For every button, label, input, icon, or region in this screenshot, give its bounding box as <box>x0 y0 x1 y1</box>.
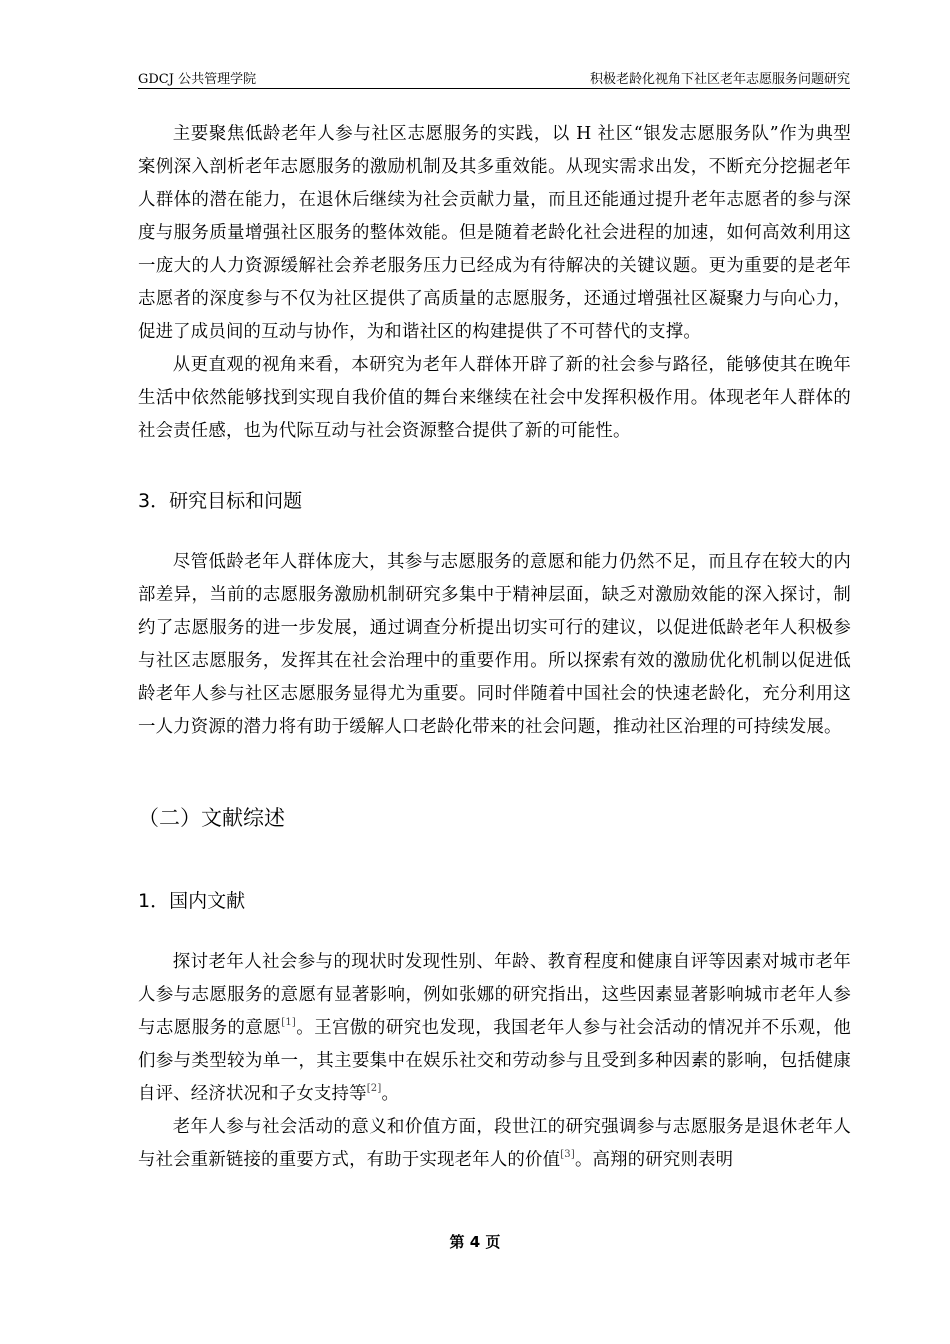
page-number: 第 4 页 <box>449 1233 501 1251</box>
paragraph-text: 。 <box>381 1084 400 1104</box>
header-school: GDCJ 公共管理学院 <box>138 72 257 87</box>
paragraph-text: 探讨老年人社会参与的现状时发现性别、年龄、教育程度和健康自评等因素对城市老年人参与志愿服务的意愿有显著影响，例如张娜的研究指出，这些因素显著影响城市老年人参与志愿服务的意愿 <box>138 952 851 1038</box>
heading-domestic-literature: 1．国内文献 <box>138 890 246 912</box>
paragraph-text: 。王宫傲的研究也发现，我国老年人参与社会活动的情况并不乐观，他们参与类型较为单一，其主要集中在娱乐社交和劳动参与且受到多种因素的影响，包括健康自评、经济状况和子女支持等 <box>138 1018 851 1104</box>
paragraph-research-problem: 尽管低龄老年人群体庞大，其参与志愿服务的意愿和能力仍然不足，而且存在较大的内部差异，当前的志愿服务激励机制研究多集中于精神层面，缺乏对激励效能的深入探讨，制约了志愿服务的进一步发展，通过调查分析提出切实可行的建议，以促进低龄老年人积极参与社区志愿服务，发挥其在社会治理中的重要作用。所以探索有效的激励优化机制以促进低龄老年人参与社区志愿服务显得尤为重要。同时伴随着中国社会的快速老龄化，充分利用这一人力资源的潜力将有助于缓解人口老龄化带来的社会问题，推动社区治理的可持续发展。 <box>138 552 851 737</box>
page-body <box>138 118 851 1177</box>
citation-ref-2[interactable]: [2] <box>366 1083 382 1094</box>
citation-ref-3[interactable]: [3] <box>560 1149 575 1160</box>
heading-literature-review: （二）文献综述 <box>138 806 285 830</box>
paragraph-text: 。高翔的研究则表明 <box>574 1150 734 1170</box>
heading-research-goals: 3．研究目标和问题 <box>138 490 303 512</box>
citation-ref-1[interactable]: [1] <box>281 1017 296 1028</box>
header-thesis-title: 积极老龄化视角下社区老年志愿服务问题研究 <box>589 72 850 87</box>
paragraph-significance: 主要聚焦低龄老年人参与社区志愿服务的实践，以 H 社区“银发志愿服务队”作为典型案例深入剖析老年志愿服务的激励机制及其多重效能。从现实需求出发，不断充分挖掘老年人群体的潜在能力，在退休后继续为社会贡献力量，而且还能通过提升老年志愿者的参与深度与服务质量增强社区服务的整体效能。但是随着老龄化社会进程的加速，如何高效利用这一庞大的人力资源缓解社会养老服务压力已经成为有待解决的关键议题。更为重要的是老年志愿者的深度参与不仅为社区提供了高质量的志愿服务，还通过增强社区凝聚力与向心力，促进了成员间的互动与协作，为和谐社区的构建提供了不可替代的支撑。 <box>138 124 851 342</box>
page-header <box>138 66 850 89</box>
paragraph-text: 老年人参与社会活动的意义和价值方面，段世江的研究强调参与志愿服务是退休老年人与社会重新链接的重要方式，有助于实现老年人的价值 <box>138 1117 851 1170</box>
paragraph-perspective: 从更直观的视角来看，本研究为老年人群体开辟了新的社会参与路径，能够使其在晚年生活中依然能够找到实现自我价值的舞台来继续在社会中发挥积极作用。体现老年人群体的社会责任感，也为代际互动与社会资源整合提供了新的可能性。 <box>138 355 851 441</box>
paragraph-participation-status <box>138 946 851 1111</box>
paragraph-participation-value <box>138 1111 851 1177</box>
